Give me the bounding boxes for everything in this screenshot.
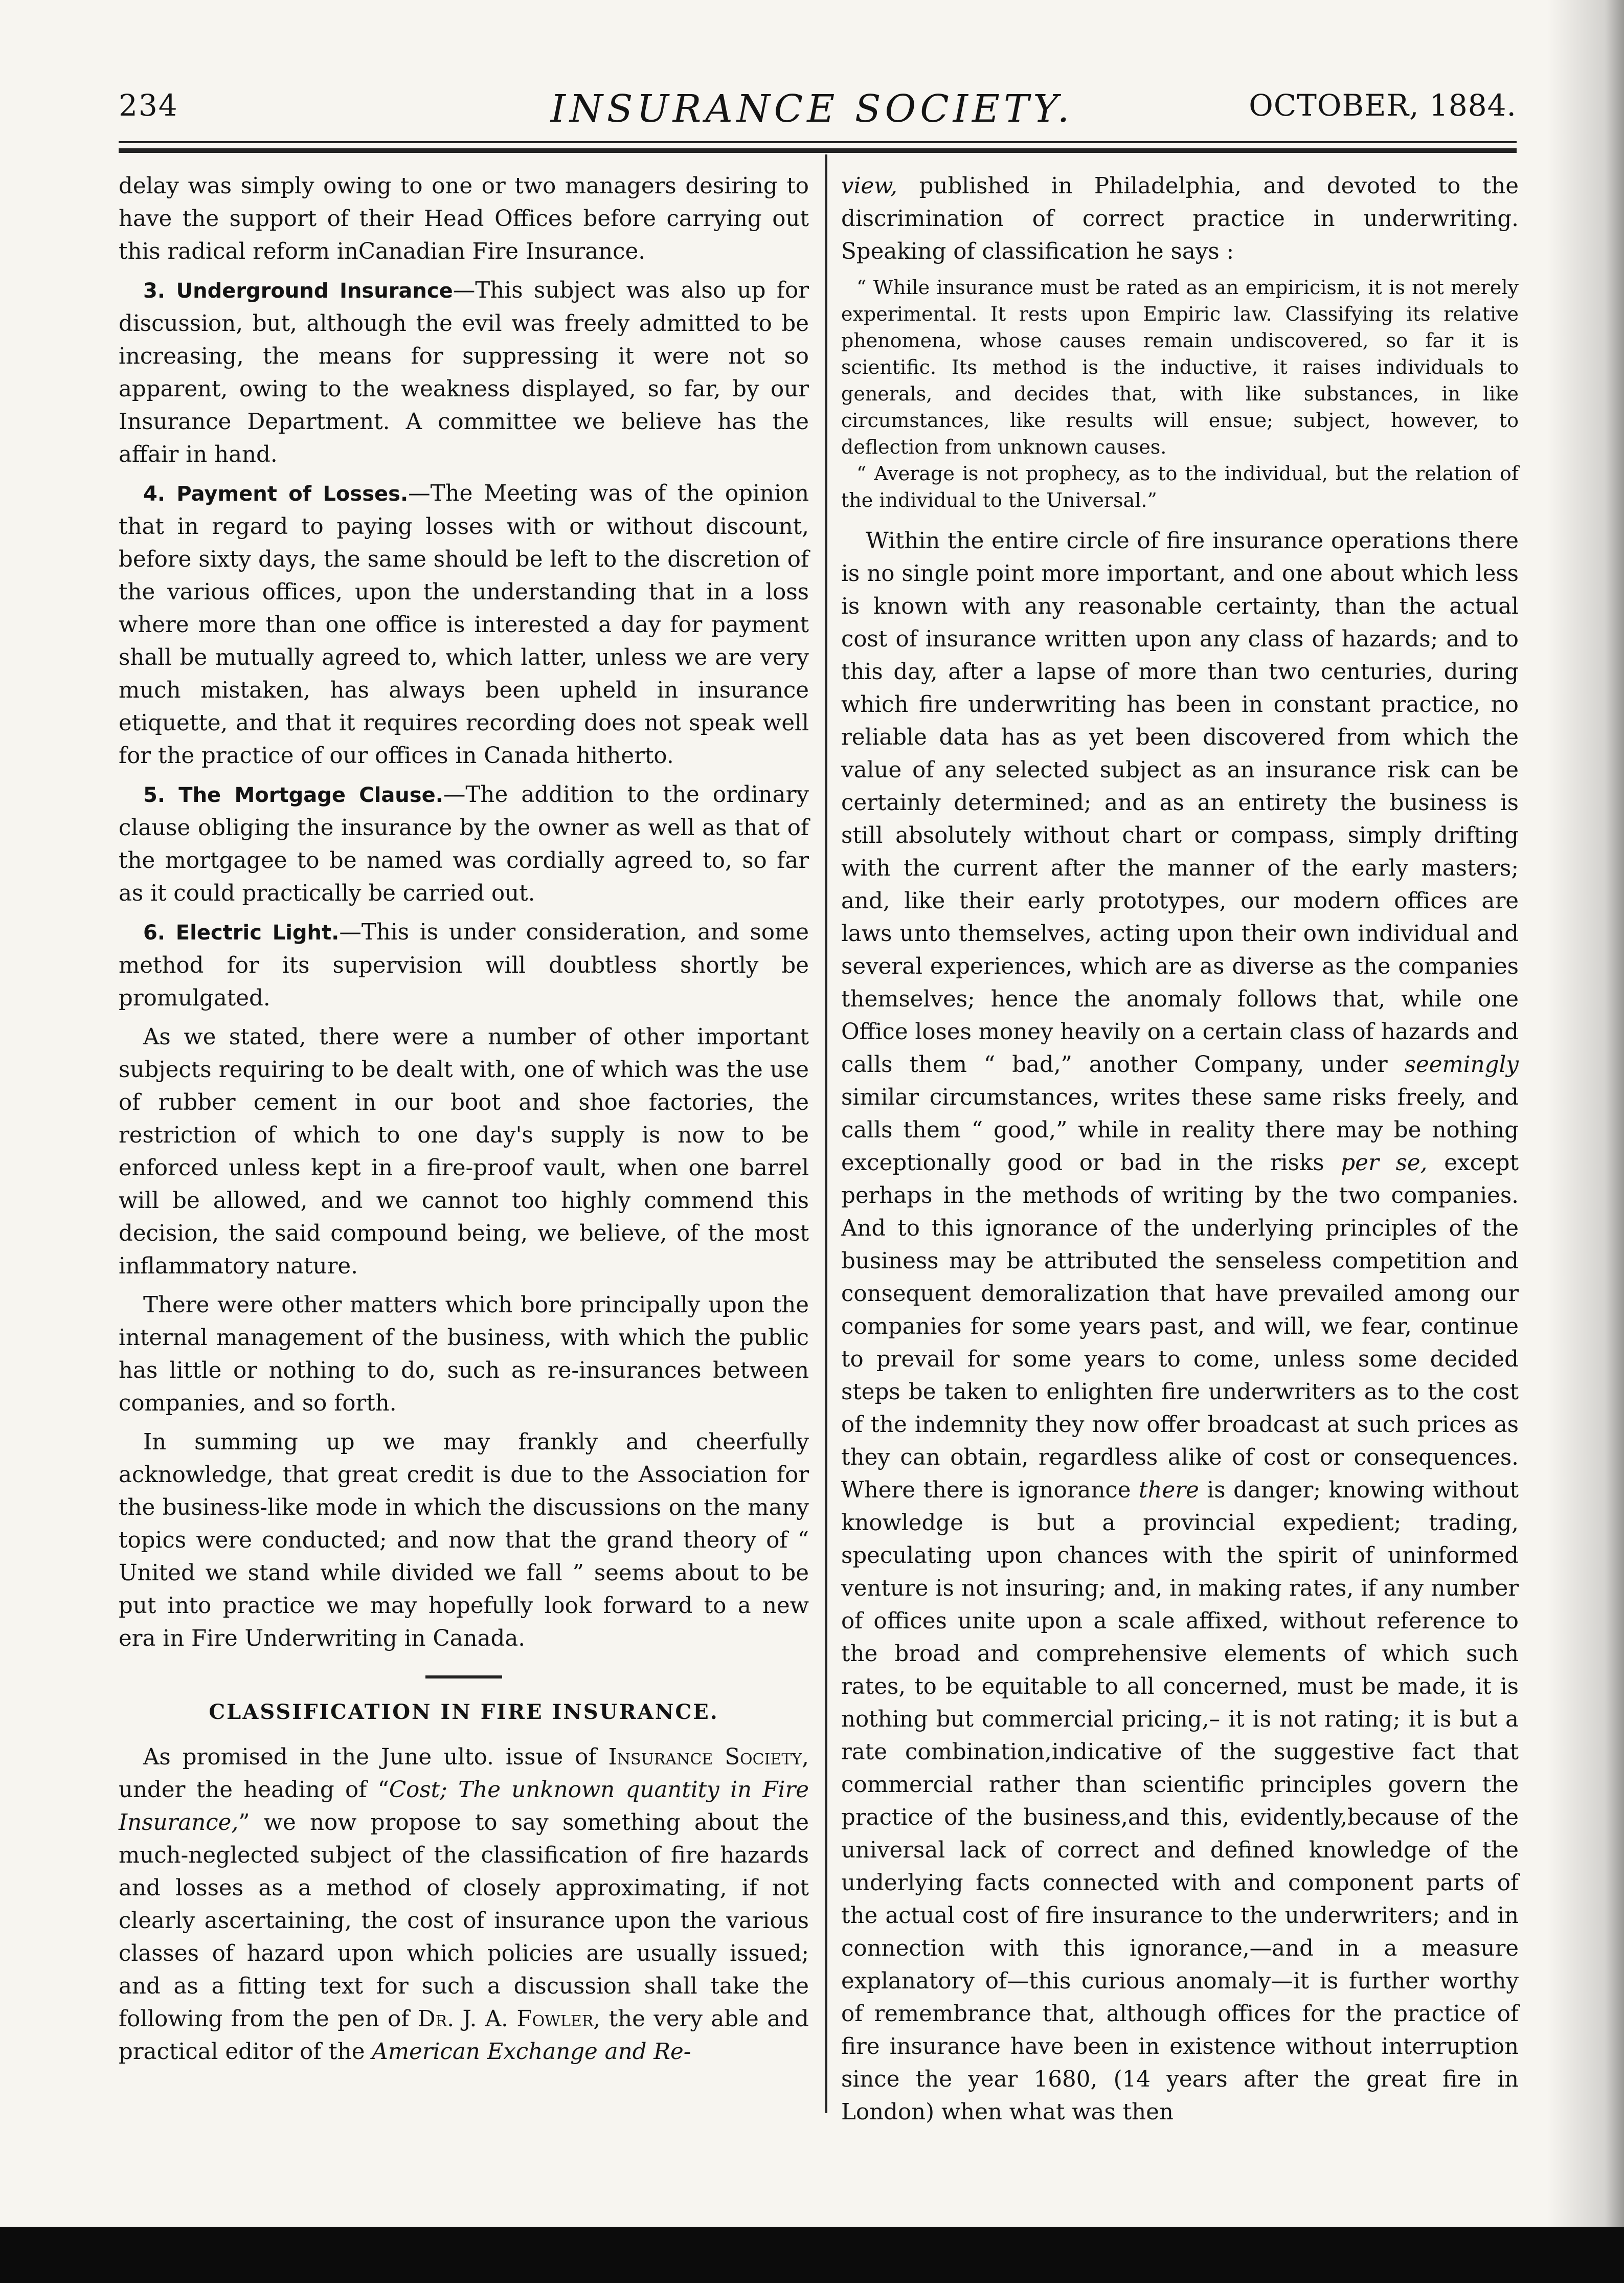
section-heading: CLASSIFICATION IN FIRE INSURANCE. <box>209 1700 719 1724</box>
paragraph: delay was simply owing to one or two managers desiring to have the support of their Head Offices before carrying out this radical reform inCanadian Fire Insurance. <box>119 173 809 264</box>
issue-date: OCTOBER, 1884. <box>1249 88 1517 123</box>
item-heading: 5. The Mortgage Clause. <box>143 784 443 807</box>
header-rule-thick <box>119 148 1517 153</box>
item-heading: 6. Electric Light. <box>143 921 340 945</box>
block-quote <box>841 274 1519 513</box>
left-column <box>119 170 809 2074</box>
paragraph: In summing up we may frankly and cheerfully acknowledge, that great credit is due to the Association for the business-like mode in which the discussions on the many topics were conducted; and now that the grand theory of “ United we stand while divided we fall ” seems about to be put into practice we may hopefully look forward to a new era in Fire Underwriting in Canada. <box>119 1429 809 1651</box>
paragraph: As promised in the June ulto. issue of Insurance Society, under the heading of “Cost; The unknown quantity in Fire Insurance,” we now propose to say something about the much-neglected subject of the classification of fire hazards and losses as a method of closely approximating, if not clearly ascertaining, the cost of insurance upon the various classes of hazard upon which policies are usually issued; and as a fitting text for such a discussion shall take the following from the pen of Dr. J. A. Fowler, the very able and practical editor of the American Exchange and Re- <box>119 1744 809 2065</box>
quote-paragraph: “ Average is not prophecy, as to the individual, but the relation of the individual to the Universal.” <box>841 462 1519 511</box>
scan-bottom-border <box>0 2227 1624 2283</box>
section-separator <box>425 1675 502 1678</box>
paragraph: As we stated, there were a number of other important subjects requiring to be dealt with, one of which was the use of rubber cement in our boot and shoe factories, the restriction of which to one day's supply is now to be enforced unless kept in a fire-proof vault, when one barrel will be allowed, and we cannot too highly commend this decision, the said compound being, we believe, of the most inflammatory nature. <box>119 1024 809 1279</box>
paragraph: 6. Electric Light.—This is under consideration, and some method for its supervision will doubtless shortly be promulgated. <box>119 920 809 1011</box>
paragraph: Within the entire circle of fire insurance operations there is no single point more important, and one about which less is known with any reasonable certainty, than the actual cost of insurance written upon any class of hazards; and to this day, after a lapse of more than two centuries, during which fire underwriting has been in constant practice, no reliable data has as yet been discovered from which the value of any selected subject as an insurance risk can be certainly determined; and as an entirety the business is still absolutely without chart or compass, simply drifting with the current after the manner of the early masters; and, like their early prototypes, our modern offices are laws unto themselves, acting upon their own individual and several experiences, which are as diverse as the companies themselves; hence the anomaly follows that, while one Office loses money heavily on a certain class of hazards and calls them “ bad,” another Company, under seemingly similar circumstances, writes these same risks freely, and calls them “ good,” while in reality there may be nothing exceptionally good or bad in the risks per se, except perhaps in the methods of writing by the two companies. And to this ignorance of the underlying principles of the business may be attributed the senseless competition and consequent demoralization that have prevailed among our companies for some years past, and will, we fear, continue to prevail for some years to come, unless some decided steps be taken to enlighten fire underwriters as to the cost of the indemnity they now offer broadcast at such prices as they can obtain, regardless alike of cost or consequences. Where there is ignorance there is danger; knowing without knowledge is but a provincial expedient; trading, speculating upon chances with the spirit of uninformed venture is not insuring; and, in making rates, if any number of offices unite upon a scale affixed, without reference to the broad and comprehensive elements of which such rates, to be equitable to all concerned, must be made, it is nothing but commercial pricing,– it is not rating; it is but a rate combination,indicative of the suggestive fact that commercial rather than scientific principles govern the practice of the business,and this, evidently,because of the universal lack of correct and defined knowledge of the underlying facts connected with and component parts of the actual cost of fire insurance to the underwriters; and in connection with this ignorance,—and in a measure explanatory of—this curious anomaly—it is further worthy of remembrance that, although offices for the practice of fire insurance have been in existence without interruption since the year 1680, (14 years after the great fire in London) when what was then <box>841 528 1519 2125</box>
paragraph: 4. Payment of Losses.—The Meeting was of the opinion that in regard to paying losses with or without discount, before sixty days, the same should be left to the discretion of the various offices, upon the understanding that in a loss where more than one office is interested a day for payment shall be mutually agreed to, which latter, unless we are very much mistaken, has always been upheld in insurance etiquette, and that it requires recording does not speak well for the practice of our offices in Canada hitherto. <box>119 481 809 769</box>
publication-title: INSURANCE SOCIETY. <box>550 87 1074 131</box>
page-number: 234 <box>119 88 178 123</box>
paragraph: 5. The Mortgage Clause.—The addition to the ordinary clause obliging the insurance by the owner as well as that of the mortgagee to be named was cordially agreed to, so far as it could practically be carried out. <box>119 782 809 906</box>
column-divider <box>825 154 827 2113</box>
right-column <box>841 170 1519 2135</box>
quote-paragraph: “ While insurance must be rated as an empiricism, it is not merely experimental. It rests upon Empiric law. Classifying its relative phenomena, whose causes remain undiscovered, so far it is scientific. Its method is the inductive, it raises individuals to generals, and decides that, with like substances, in like circumstances, like results will ensue; subject, however, to deflection from unknown causes. <box>841 276 1519 458</box>
item-heading: 4. Payment of Losses. <box>143 482 409 506</box>
item-heading: 3. Underground Insurance <box>143 279 453 303</box>
header-rule-thin <box>119 141 1517 143</box>
paragraph: There were other matters which bore principally upon the internal management of the business, with which the public has little or nothing to do, such as re-insurances between companies, and so forth. <box>119 1292 809 1416</box>
paragraph: view, published in Philadelphia, and devoted to the discrimination of correct practice in underwriting. Speaking of classification he says : <box>841 173 1519 264</box>
paragraph: 3. Underground Insurance—This subject was also up for discussion, but, although the evil was freely admitted to be increasing, the means for suppressing it were not so apparent, owing to the weakness displayed, so far, by our Insurance Department. A committee we believe has the affair in hand. <box>119 278 809 467</box>
scan-edge-shadow <box>1547 0 1624 2283</box>
